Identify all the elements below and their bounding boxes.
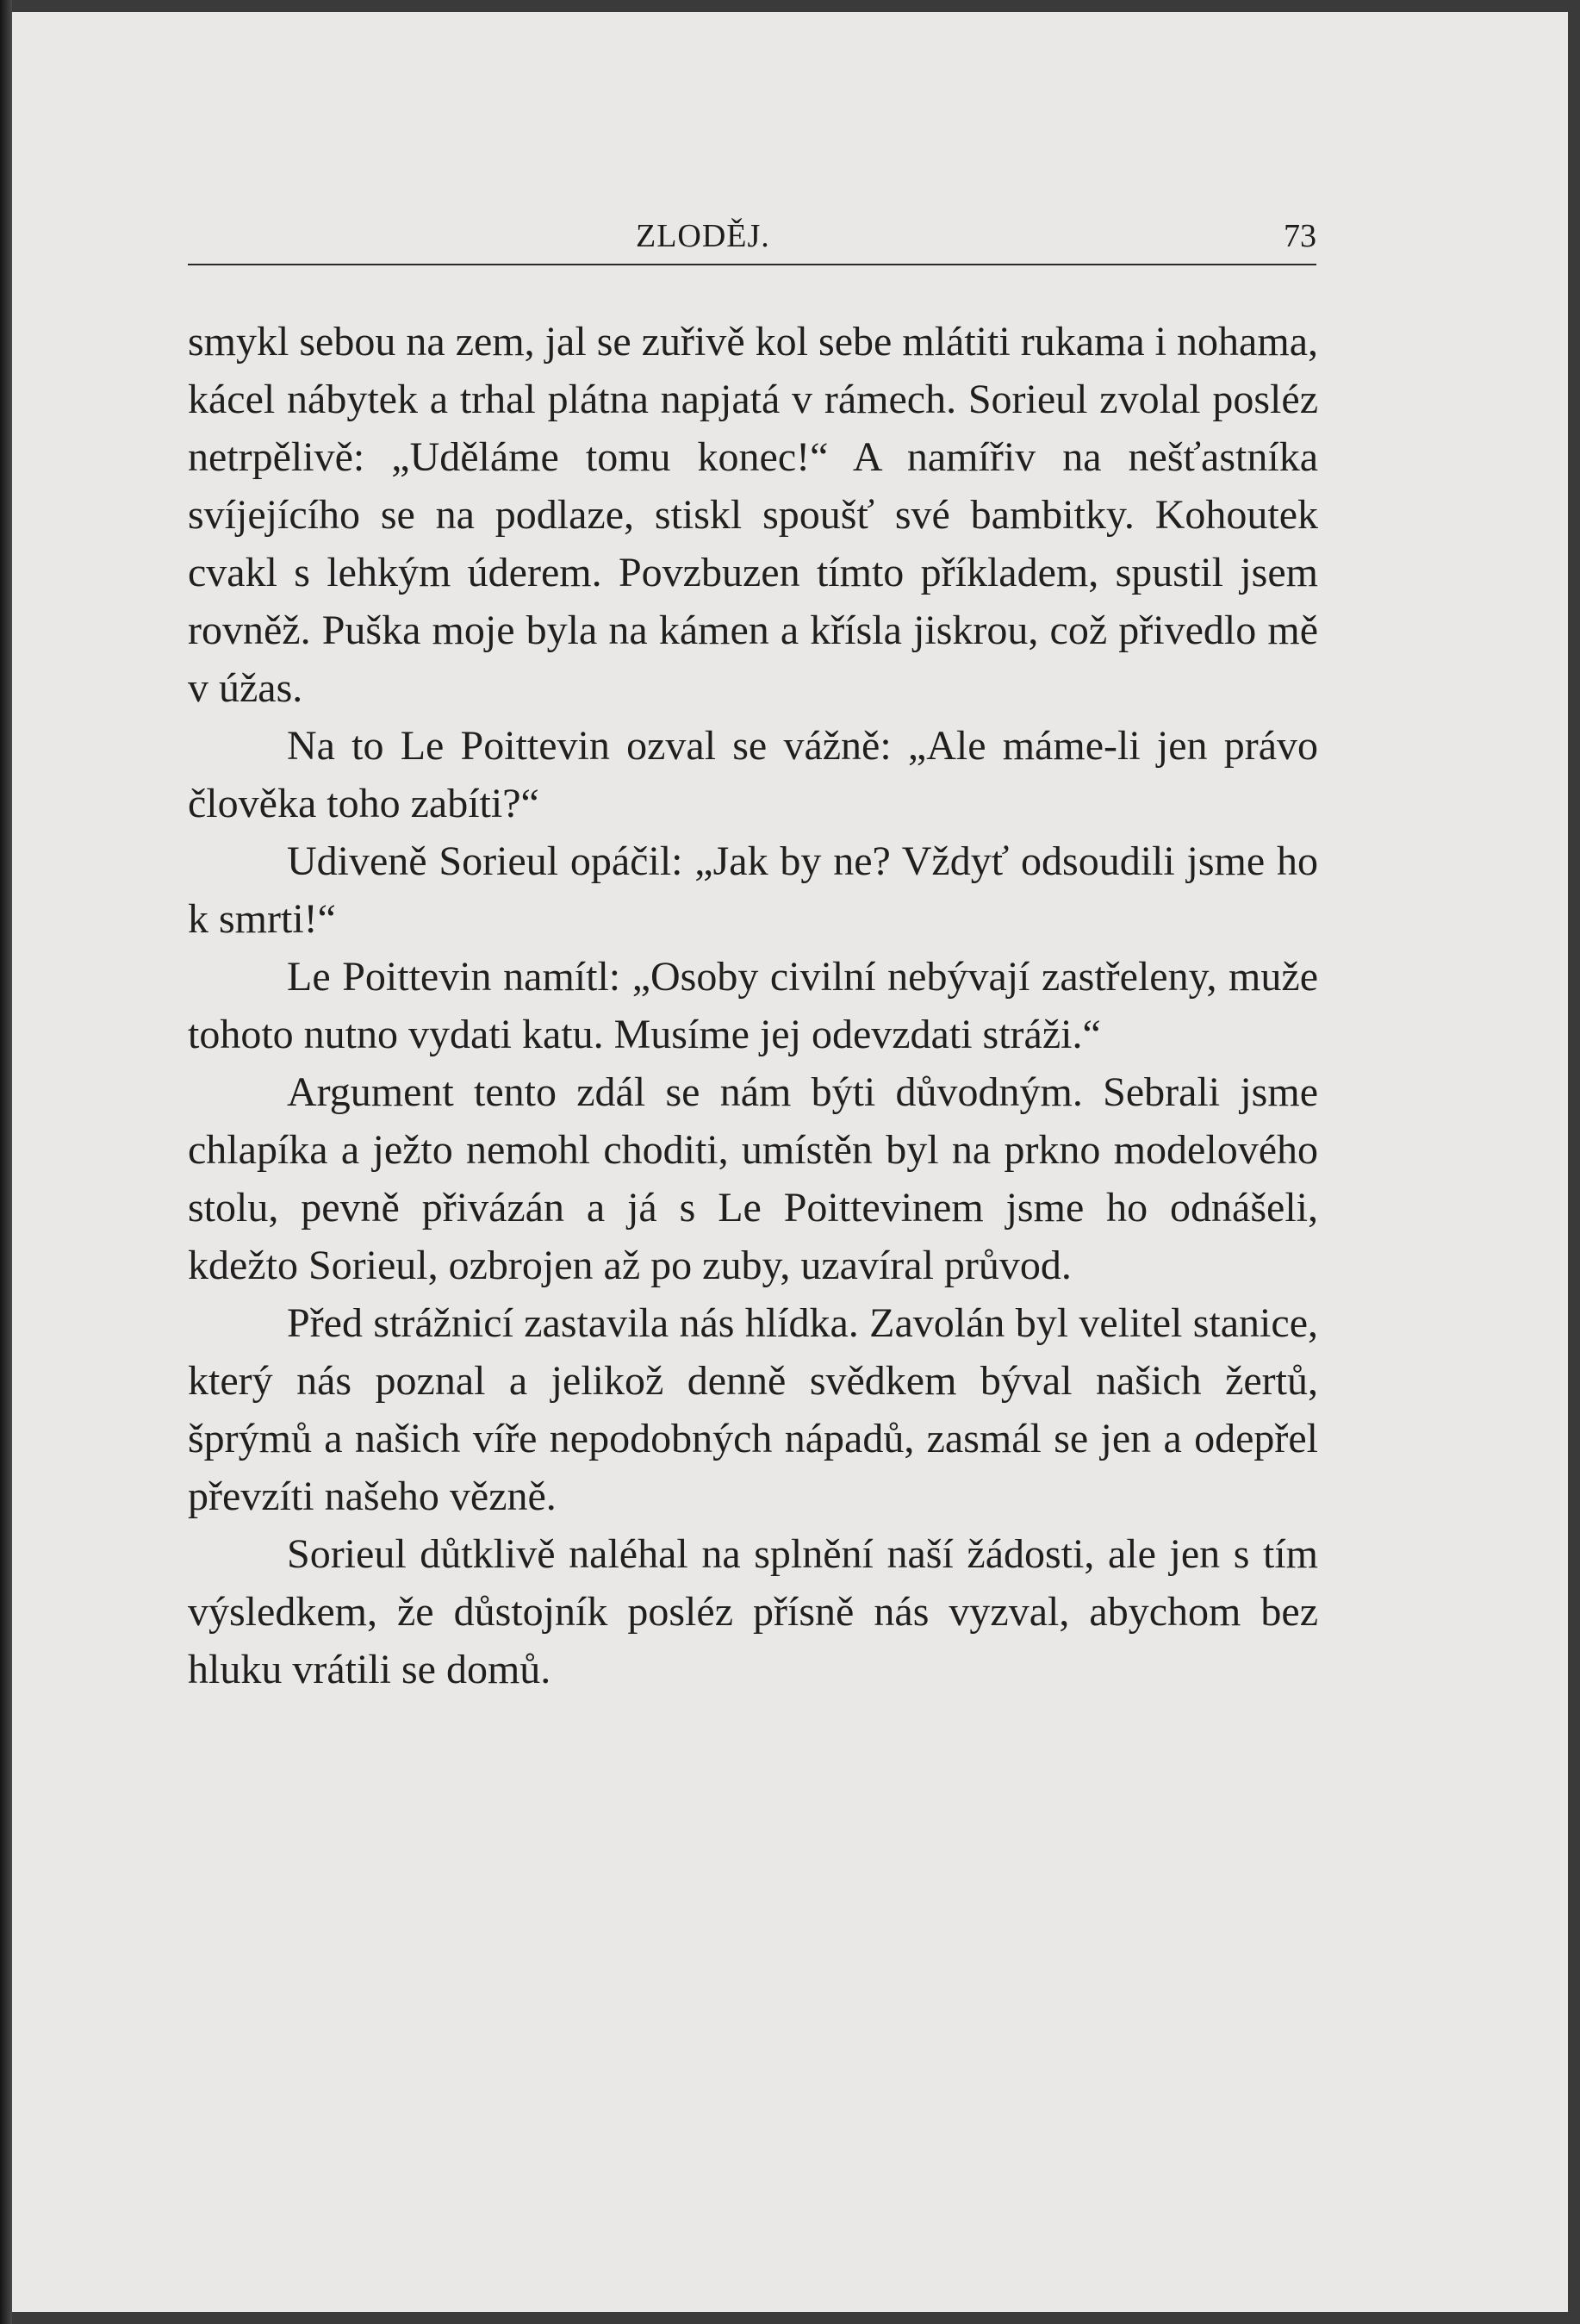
- paragraph-continued: smykl sebou na zem, jal se zuřivě kol sebe mlátiti rukama i nohama, kácel nábytek a trhal plátna napjatá v rámech. Sorieul zvolal posléz netrpělivě: „Uděláme tomu konec!“ A namířiv na nešťastníka svíjejícího se na podlaze, stiskl spoušť své bambitky. Kohoutek cvakl s lehkým úderem. Povzbuzen tímto příkladem, spustil jsem rovněž. Puška moje byla na kámen a křísla jiskrou, což přivedlo mě v úžas.: [188, 319, 1318, 711]
- paragraph: Před strážnicí zastavila nás hlídka. Zavolán byl velitel stanice, který nás poznal a jelikož denně svědkem býval našich žertů, šprýmů a našich víře nepodobných nápadů, zasmál se jen a odepřel převzíti našeho vězně.: [188, 1300, 1318, 1519]
- running-title: ZLODĚJ.: [636, 218, 770, 254]
- page-number: 73: [1284, 218, 1316, 254]
- paragraph: Na to Le Poittevin ozval se vážně: „Ale máme-li jen právo člověka toho zabíti?“: [188, 723, 1318, 826]
- paragraph: Le Poittevin namítl: „Osoby civilní nebývají zastřeleny, muže tohoto nutno vydati katu. Musíme jej odevzdati stráži.“: [188, 954, 1318, 1057]
- page-edge-shadow: [0, 0, 12, 2324]
- running-header: [188, 210, 1316, 272]
- paragraph: Argument tento zdál se nám býti důvodným. Sebrali jsme chlapíka a ježto nemohl choditi, umístěn byl na prkno modelového stolu, pevně přivázán a já s Le Poittevinem jsme ho odnášeli, kdežto Sorieul, ozbrojen až po zuby, uzavíral průvod.: [188, 1069, 1318, 1288]
- paragraph: Sorieul důtklivě naléhal na splnění naší žádosti, ale jen s tím výsledkem, že důstojník posléz přísně nás vyzval, abychom bez hluku vrátili se domů.: [188, 1531, 1318, 1692]
- body-text: [188, 313, 1318, 1698]
- paragraph: Udiveně Sorieul opáčil: „Jak by ne? Vždyť odsoudili jsme ho k smrti!“: [188, 838, 1318, 942]
- header-rule: [188, 264, 1316, 265]
